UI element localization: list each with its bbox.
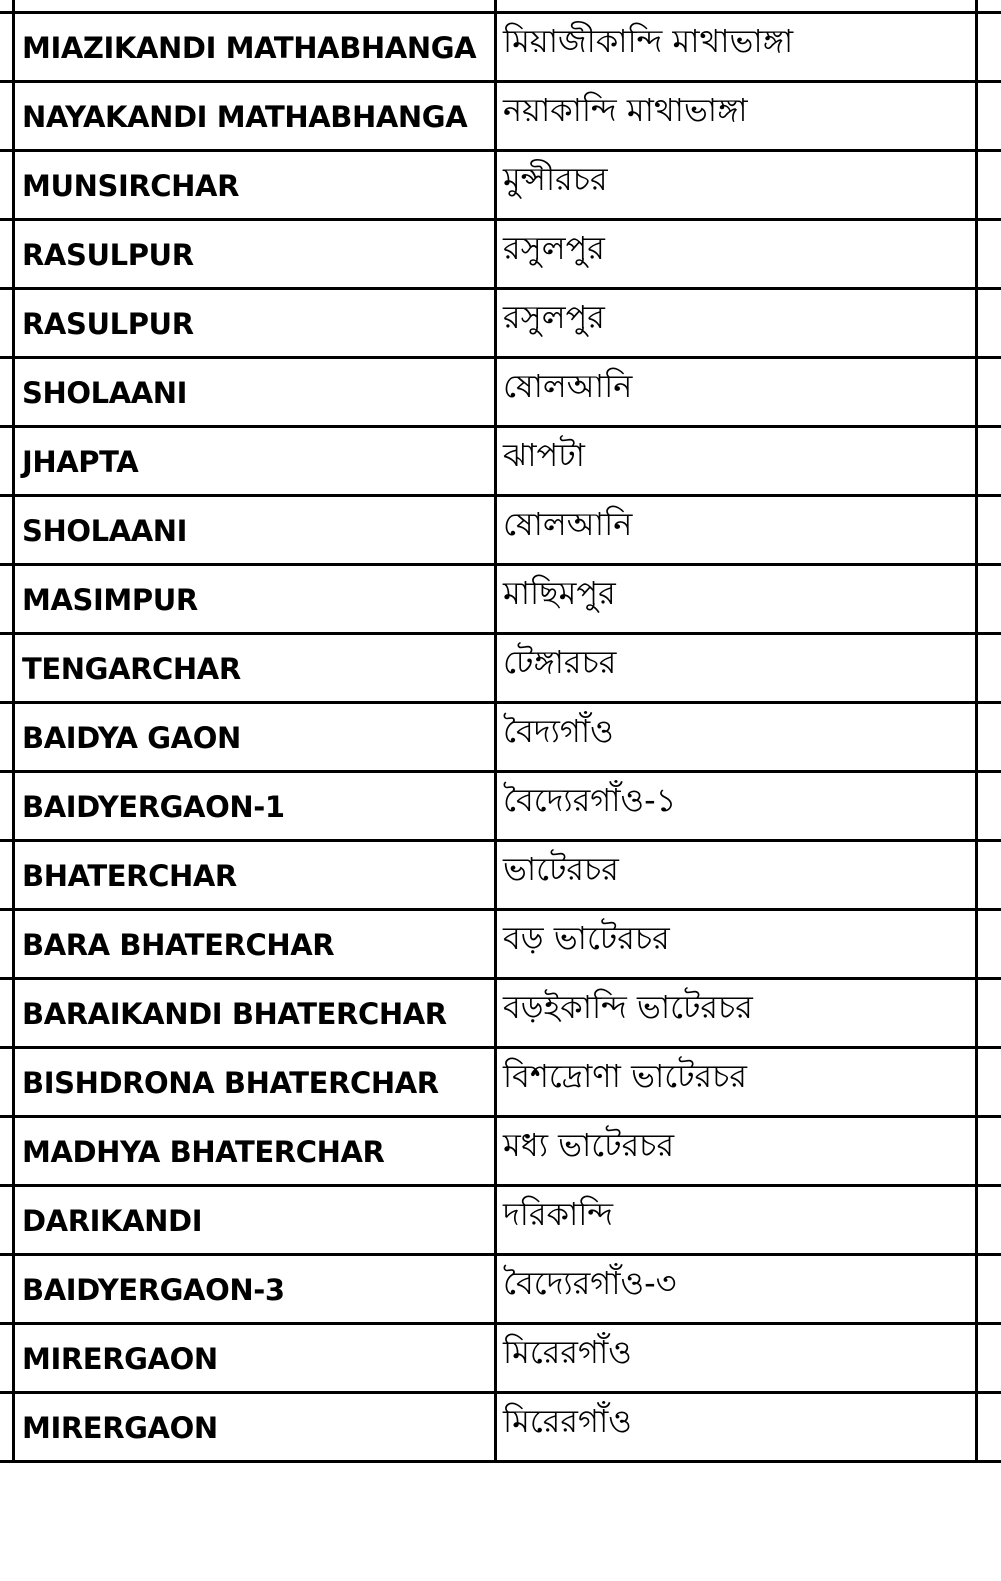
village-name-bengali: ষোলআনি: [503, 505, 633, 543]
village-name-english: BHATERCHAR: [22, 859, 237, 893]
village-name-bengali: বড়ইকান্দি ভাটেরচর: [503, 988, 753, 1026]
table-row: [0, 1187, 1001, 1256]
village-name-english: SHOLAANI: [22, 376, 188, 410]
village-name-bengali: বৈদ্যেরগাঁও-৩: [503, 1264, 677, 1302]
village-name-bengali: টেঙ্গারচর: [503, 643, 617, 681]
village-name-bengali: বড় ভাটেরচর: [503, 919, 670, 957]
village-name-english: RASULPUR: [22, 238, 194, 272]
table-row: [0, 773, 1001, 842]
village-name-bengali: নয়াকান্দি মাথাভাঙ্গা: [503, 91, 748, 129]
table-row: [0, 290, 1001, 359]
village-name-bengali: মধ্য ভাটেরচর: [503, 1126, 675, 1164]
table-row: [0, 359, 1001, 428]
village-name-english: JHAPTA: [22, 445, 139, 479]
village-name-bengali: ষোলআনি: [503, 367, 633, 405]
table-column-divider: [494, 0, 497, 1460]
village-name-english: BISHDRONA BHATERCHAR: [22, 1066, 439, 1100]
table-row: [0, 635, 1001, 704]
table-row: [0, 83, 1001, 152]
village-name-bengali: মুন্সীরচর: [503, 160, 608, 198]
table-right-border: [975, 0, 978, 1460]
table-row: [0, 566, 1001, 635]
village-name-bengali: রসুলপুর: [503, 298, 605, 336]
village-name-bengali: ঝাপটা: [503, 436, 585, 474]
village-name-english: BAIDYERGAON-1: [22, 790, 285, 824]
table-row: [0, 911, 1001, 980]
village-name-english: DARIKANDI: [22, 1204, 203, 1238]
table-row: [0, 1256, 1001, 1325]
village-name-english: BAIDYA GAON: [22, 721, 241, 755]
village-name-english: MIRERGAON: [22, 1411, 218, 1445]
table-row: [0, 842, 1001, 911]
village-name-english: NAYAKANDI MATHABHANGA: [22, 100, 468, 134]
table-row: [0, 497, 1001, 566]
village-name-bengali: বিশদ্রোণা ভাটেরচর: [503, 1057, 747, 1095]
table-row: [0, 1049, 1001, 1118]
previous-row-edge: [0, 0, 1001, 14]
village-name-bengali: মিরেরগাঁও: [503, 1333, 632, 1371]
village-name-english: BAIDYERGAON-3: [22, 1273, 285, 1307]
village-name-bengali: মিয়াজীকান্দি মাথাভাঙ্গা: [503, 22, 794, 60]
village-name-bengali: মাছিমপুর: [503, 574, 616, 612]
table-row: [0, 1325, 1001, 1394]
table-row: [0, 152, 1001, 221]
table-row: [0, 1394, 1001, 1463]
village-name-english: MIRERGAON: [22, 1342, 218, 1376]
village-name-english: RASULPUR: [22, 307, 194, 341]
village-name-bengali: বৈদ্যেরগাঁও-১: [503, 781, 677, 819]
table-row: [0, 428, 1001, 497]
village-name-bengali: রসুলপুর: [503, 229, 605, 267]
village-name-english: BARAIKANDI BHATERCHAR: [22, 997, 447, 1031]
table-left-border: [12, 0, 15, 1460]
village-name-english: BARA BHATERCHAR: [22, 928, 335, 962]
table-row: [0, 980, 1001, 1049]
table-row: [0, 221, 1001, 290]
table-row: [0, 704, 1001, 773]
village-name-english: MADHYA BHATERCHAR: [22, 1135, 385, 1169]
village-name-english: MIAZIKANDI MATHABHANGA: [22, 31, 477, 65]
village-name-bengali: বৈদ্যগাঁও: [503, 712, 614, 750]
village-name-english: TENGARCHAR: [22, 652, 241, 686]
village-name-english: SHOLAANI: [22, 514, 188, 548]
village-name-bengali: মিরেরগাঁও: [503, 1402, 632, 1440]
village-name-english: MUNSIRCHAR: [22, 169, 240, 203]
village-name-bengali: ভাটেরচর: [503, 850, 619, 888]
table-row: [0, 14, 1001, 83]
table-row: [0, 1118, 1001, 1187]
village-name-english: MASIMPUR: [22, 583, 198, 617]
village-name-bengali: দরিকান্দি: [503, 1195, 614, 1233]
